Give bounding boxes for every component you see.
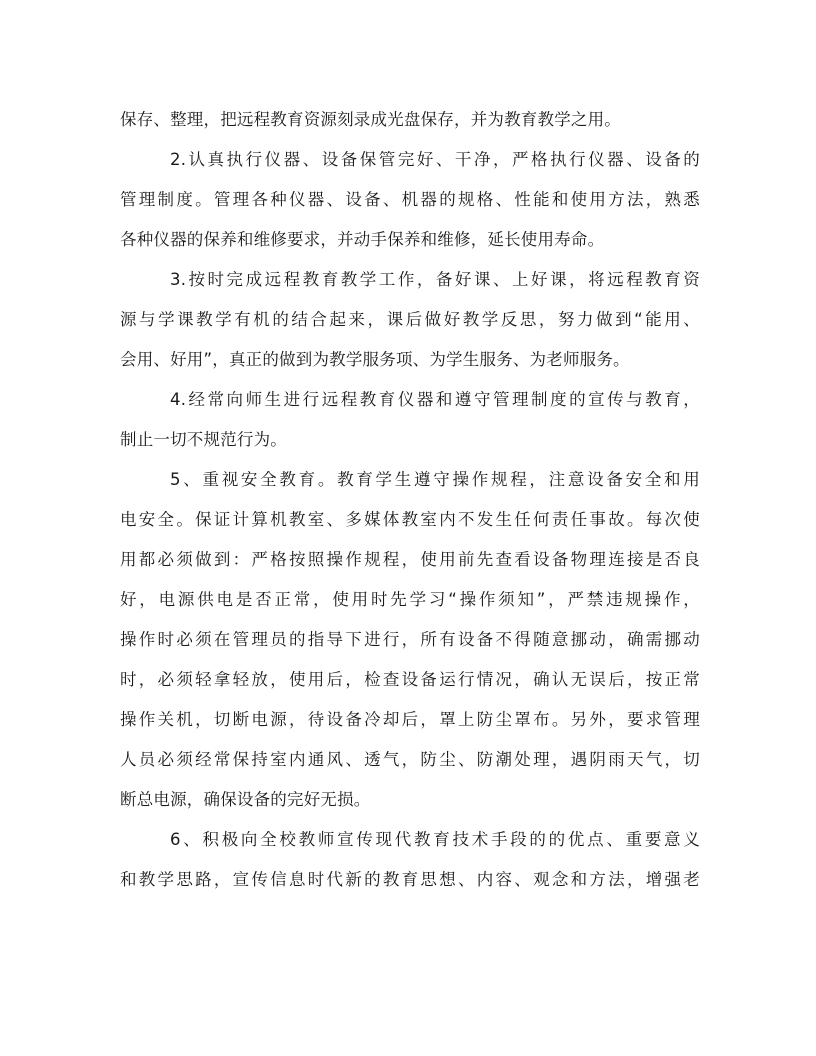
- text-line: 好，电源供电是否正常，使用时先学习“操作须知”，严禁违规操作，: [120, 590, 700, 609]
- text-line: 人员必须经常保持室内通风、透气，防尘、防潮处理，遇阴雨天气，切: [120, 750, 700, 769]
- text-line: 和教学思路，宣传信息时代新的教育思想、内容、观念和方法，增强老: [120, 870, 700, 889]
- text-line: 会用、好用”，真正的做到为教学服务项、为学生服务、为老师服务。: [120, 350, 630, 369]
- text-line: 断总电源，确保设备的完好无损。: [120, 790, 371, 809]
- text-line: 保存、整理，把远程教育资源刻录成光盘保存，并为教育教学之用。: [120, 110, 621, 129]
- paragraph-first-line: 6、积极向全校教师宣传现代教育技术手段的的优点、重要意义: [170, 830, 700, 849]
- text-line: 源与学课教学有机的结合起来，课后做好教学反思，努力做到“能用、: [120, 310, 700, 329]
- text-line: 时，必须轻拿轻放，使用后，检查设备运行情况，确认无误后，按正常: [120, 670, 700, 689]
- document-body: [120, 100, 700, 900]
- text-line: 用都必须做到：严格按照操作规程，使用前先查看设备物理连接是否良: [120, 550, 700, 569]
- text-line: 管理制度。管理各种仪器、设备、机器的规格、性能和使用方法，熟悉: [120, 190, 700, 209]
- text-line: 制止一切不规范行为。: [120, 430, 287, 449]
- text-line: 各种仪器的保养和维修要求，并动手保养和维修，延长使用寿命。: [120, 230, 605, 249]
- paragraph-first-line: 2.认真执行仪器、设备保管完好、干净，严格执行仪器、设备的: [170, 150, 700, 169]
- text-line: 电安全。保证计算机教室、多媒体教室内不发生任何责任事故。每次使: [120, 510, 700, 529]
- text-line: 操作时必须在管理员的指导下进行，所有设备不得随意挪动，确需挪动: [120, 630, 700, 649]
- paragraph-first-line: 3.按时完成远程教育教学工作，备好课、上好课，将远程教育资: [170, 270, 700, 289]
- paragraph-first-line: 4.经常向师生进行远程教育仪器和遵守管理制度的宣传与教育，: [170, 390, 700, 409]
- text-line: 操作关机，切断电源，待设备冷却后，罩上防尘罩布。另外，要求管理: [120, 710, 700, 729]
- paragraph-first-line: 5、重视安全教育。教育学生遵守操作规程，注意设备安全和用: [170, 470, 700, 489]
